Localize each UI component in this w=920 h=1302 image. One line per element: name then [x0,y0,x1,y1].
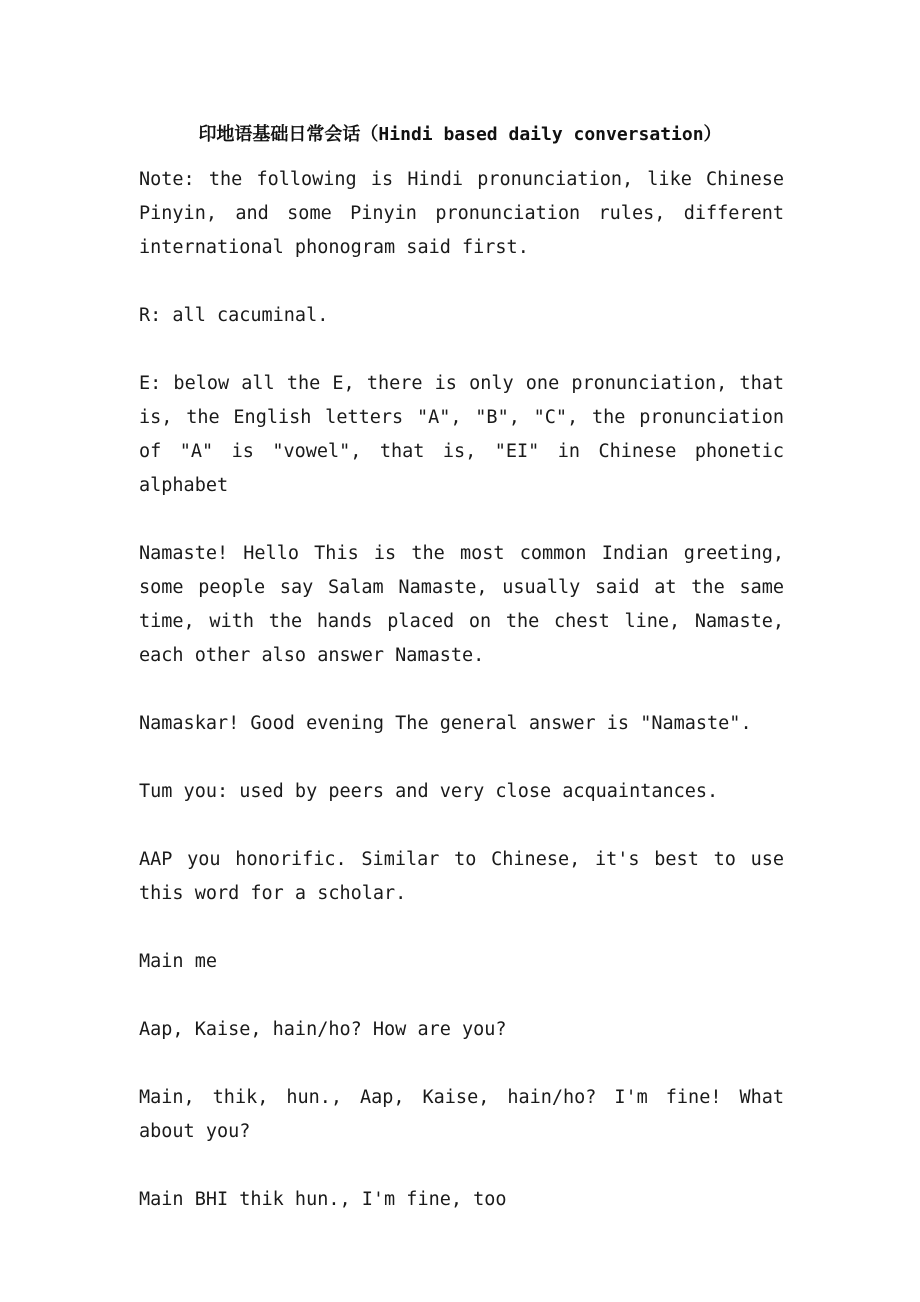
paragraph-how-are-you: Aap, Kaise, hain/ho? How are you? [139,1019,507,1040]
paragraph-namaskar: Namaskar! Good evening The general answer is "Namaste". [139,713,752,734]
paragraph-namaste: Namaste! Hello This is the most common Indian greeting, some people say Salam Namaste, usually said at the same time, with the hands placed on the chest line, Namaste, each other also answer Namaste. [139,543,784,666]
paragraph-r-rule: R: all cacuminal. [139,305,329,326]
paragraph-tum: Tum you: used by peers and very close acquaintances. [139,781,719,802]
document-title: 印地语基础日常会话（Hindi based daily conversation） [198,124,722,145]
paragraph-im-fine: Main, thik, hun., Aap, Kaise, hain/ho? I'm fine! What about you? [139,1087,784,1142]
paragraph-main: Main me [139,951,217,972]
paragraph-pronunciation-note: Note: the following is Hindi pronunciation, like Chinese Pinyin, and some Pinyin pronunciation rules, different international phonogram said first. [139,169,784,258]
paragraph-e-rule: E: below all the E, there is only one pronunciation, that is, the English letters "A", "B", "C", the pronunciation of "A" is "vowel", that is, "EI" in Chinese phonetic alphabet [139,373,784,496]
paragraph-fine-too: Main BHI thik hun., I'm fine, too [139,1189,507,1210]
document-body [139,163,784,1217]
paragraph-aap: AAP you honorific. Similar to Chinese, it's best to use this word for a scholar. [139,849,784,904]
